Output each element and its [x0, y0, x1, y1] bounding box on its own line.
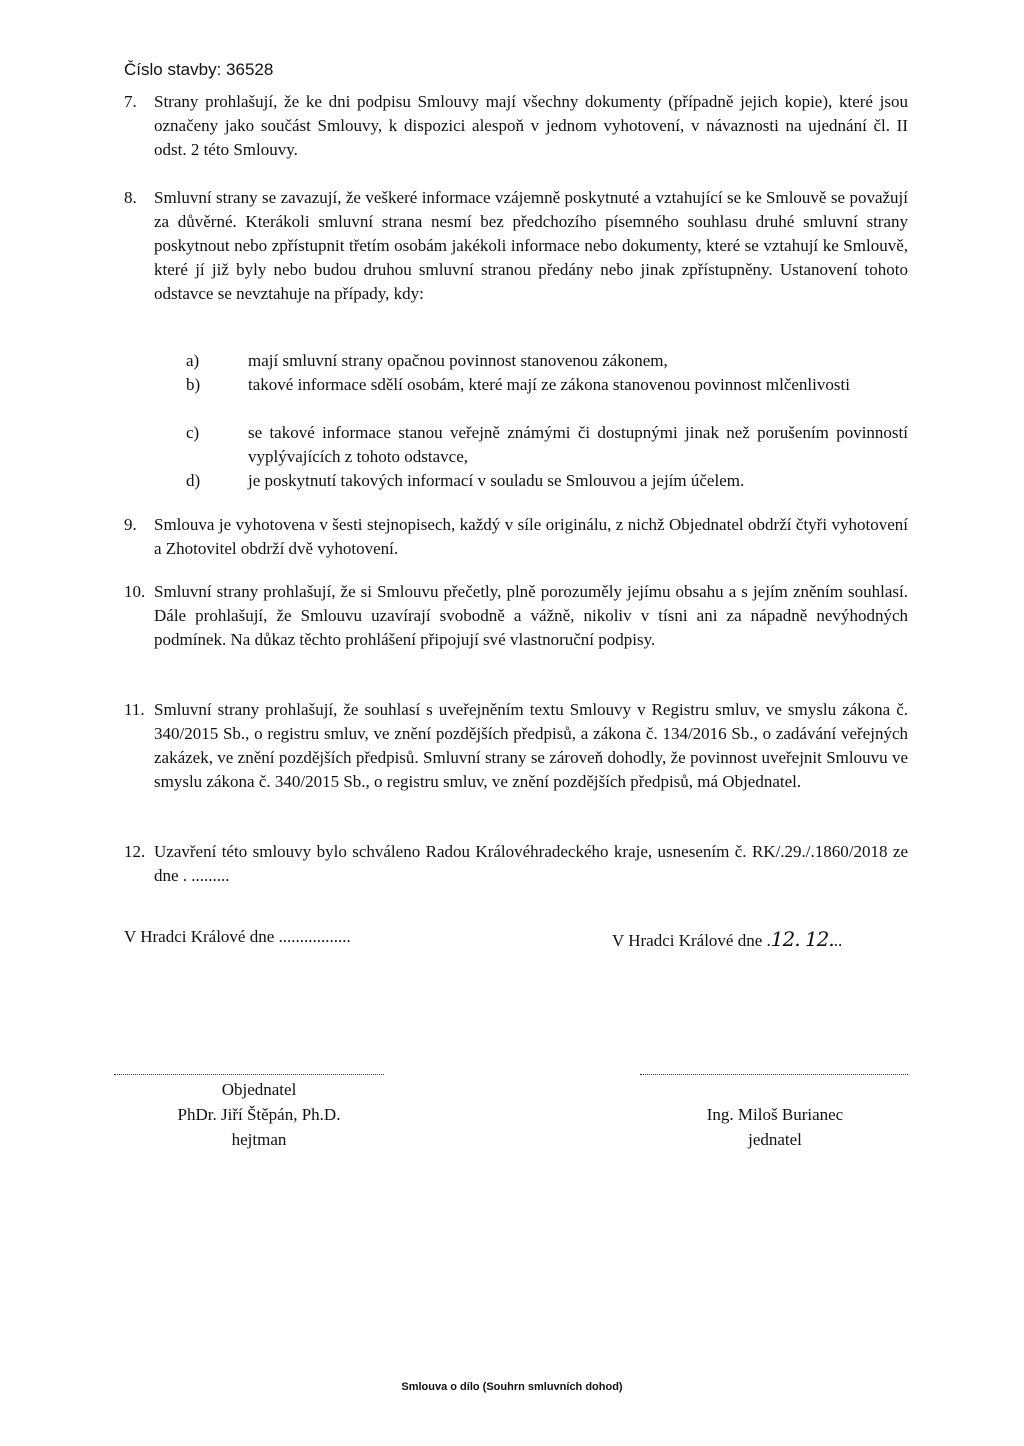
subitem-b — [186, 373, 908, 397]
signature-block-left — [134, 1077, 384, 1152]
paragraph-number: 9. — [124, 515, 137, 534]
subitem-text: se takové informace stanou veřejně známými či dostupnými jinak než porušením povinností vyplývajících z tohoto odstavce, — [248, 423, 908, 466]
place-date-left: V Hradci Králové dne ................. — [124, 927, 351, 946]
subitem-label: c) — [186, 423, 200, 442]
signatory-role: Objednatel — [221, 1080, 297, 1099]
subitem-c — [186, 421, 908, 469]
signature-block-right — [650, 1102, 900, 1152]
paragraph-number: 8. — [124, 188, 137, 207]
paragraph-number: 7. — [124, 92, 137, 111]
paragraph-7 — [124, 90, 908, 162]
building-number: Číslo stavby: 36528 — [124, 60, 274, 79]
subitem-a — [186, 349, 908, 373]
handwritten-date: 12. 12. — [770, 927, 834, 951]
paragraph-10 — [124, 580, 908, 652]
page-footer: Smlouva o dílo (Souhrn smluvních dohod) — [401, 1381, 623, 1393]
paragraph-9 — [124, 513, 908, 561]
signatory-name: Ing. Miloš Burianec — [706, 1105, 844, 1124]
subitem-text: mají smluvní strany opačnou povinnost stanovenou zákonem, — [248, 351, 668, 370]
subitem-text: takové informace sdělí osobám, které mají ze zákona stanovenou povinnost mlčenlivosti — [248, 375, 850, 394]
subitem-label: d) — [186, 471, 201, 490]
signatory-title: hejtman — [231, 1130, 287, 1149]
subitem-d — [186, 469, 908, 493]
subitem-text: je poskytnutí takových informací v souladu se Smlouvou a jejím účelem. — [248, 471, 745, 490]
paragraph-number: 11. — [124, 700, 145, 719]
signatory-title: jednatel — [748, 1130, 802, 1149]
paragraph-text: Smluvní strany se zavazují, že veškeré informace vzájemně poskytnuté a vztahující se ke Smlouvě se považují za důvěrné. Kterákoli smluvní strana nesmí bez předchozího písemného souhlasu druhé smluvní strany poskytnout nebo zpřístupnit třetím osobám jakékoli informace nebo dokumenty, které se vztahují ke Smlouvě, které jí již byly nebo budou druhou smluvní stranou předány nebo jinak zpřístupněny. Ustanovení tohoto odstavce se nevztahuje na případy, kdy: — [154, 188, 908, 303]
place-date-right — [612, 927, 842, 951]
paragraph-text: Uzavření této smlouvy bylo schváleno Radou Královéhradeckého kraje, usnesením č. RK/.29./.1860/2018 ze dne . ......... — [154, 842, 908, 885]
signature-line-right — [640, 1074, 908, 1075]
subitem-label: b) — [186, 375, 201, 394]
paragraph-text: Strany prohlašují, že ke dni podpisu Smlouvy mají všechny dokumenty (případně jejich kopie), které jsou označeny jako součást Smlouvy, k dispozici alespoň v jednom vyhotovení, v návaznosti na ujednání čl. II odst. 2 této Smlouvy. — [154, 92, 908, 159]
place-date-right-suffix: .. — [833, 931, 843, 950]
signature-line-left — [114, 1074, 384, 1075]
place-date-right-prefix: V Hradci Králové dne . — [612, 931, 771, 950]
paragraph-text: Smluvní strany prohlašují, že si Smlouvu přečetly, plně porozuměly jejímu obsahu a s jejím zněním souhlasí. Dále prohlašují, že Smlouvu uzavírají svobodně a vážně, nikoliv v tísni ani za nápadně nevýhodných podmínek. Na důkaz těchto prohlášení připojují své vlastnoruční podpisy. — [154, 582, 908, 649]
paragraph-8 — [124, 186, 908, 306]
paragraph-number: 10. — [124, 582, 146, 601]
signatory-name: PhDr. Jiří Štěpán, Ph.D. — [177, 1105, 341, 1124]
paragraph-12 — [124, 840, 908, 888]
paragraph-number: 12. — [124, 842, 146, 861]
paragraph-text: Smluvní strany prohlašují, že souhlasí s uveřejněním textu Smlouvy v Registru smluv, ve smyslu zákona č. 340/2015 Sb., o registru smluv, ve znění pozdějších předpisů, a zákona č. 134/2016 Sb., o zadávání veřejných zakázek, ve znění pozdějších předpisů. Smluvní strany se zároveň dohodly, že povinnost uveřejnit Smlouvu ve smyslu zákona č. 340/2015 Sb., o registru smluv, ve znění pozdějších předpisů, má Objednatel. — [154, 700, 908, 791]
paragraph-11 — [124, 698, 908, 794]
paragraph-text: Smlouva je vyhotovena v šesti stejnopisech, každý v síle originálu, z nichž Objednatel obdrží čtyři vyhotovení a Zhotovitel obdrží dvě vyhotovení. — [154, 515, 908, 558]
subitem-label: a) — [186, 351, 200, 370]
